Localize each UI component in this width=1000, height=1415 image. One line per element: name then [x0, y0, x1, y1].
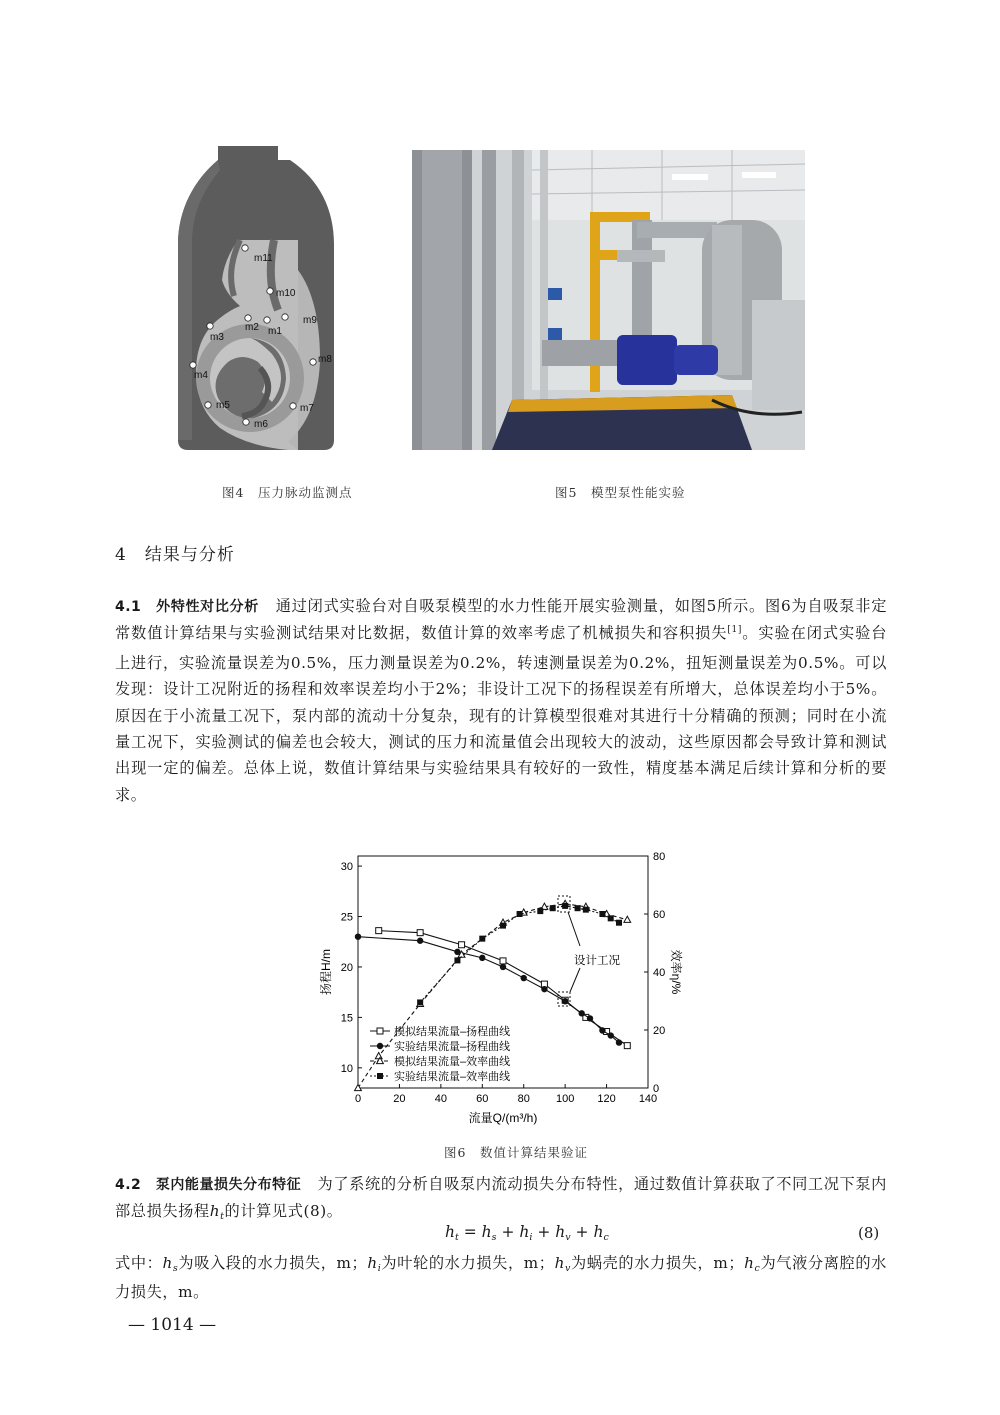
- chart-point: [355, 933, 361, 939]
- chart-point: [417, 999, 423, 1005]
- where-sub-i: i: [377, 1263, 382, 1274]
- where-hi-desc: 为叶轮的水力损失，m；: [381, 1254, 555, 1272]
- page-number: — 1014 —: [128, 1315, 217, 1335]
- chart-point: [562, 903, 568, 909]
- chart-point: [500, 958, 506, 964]
- citation-ref[interactable]: [1]: [727, 625, 742, 636]
- chart-point: [375, 1053, 382, 1059]
- equation-8: ht = hs + hi + hv + hc: [445, 1223, 609, 1243]
- fig4-label-m1: m1: [268, 326, 282, 337]
- fig5-lab-photo: [412, 150, 805, 450]
- chart-point: [599, 1027, 605, 1033]
- y-right-tick-label: 0: [653, 1083, 660, 1095]
- chart-point: [377, 1043, 383, 1049]
- chart-point: [377, 1028, 383, 1034]
- y-left-tick-label: 10: [340, 1062, 353, 1075]
- chart-point: [500, 923, 506, 929]
- fig5-caption: 图5 模型泵性能实验: [555, 485, 686, 500]
- chart-point: [459, 942, 465, 948]
- chart-point: [608, 915, 614, 921]
- section-4-1-paragraph: [115, 593, 887, 808]
- fig6-caption: 图6 数值计算结果验证: [444, 1145, 588, 1160]
- fig4-pump-diagram: [170, 140, 340, 460]
- fig4-label-m7: m7: [300, 403, 314, 414]
- y-right-tick-label: 60: [653, 909, 666, 921]
- fig4-label-m8: m8: [318, 354, 332, 365]
- x-axis-label: 流量Q/(m³/h): [468, 1111, 538, 1125]
- chart-point: [377, 1073, 383, 1079]
- chart-point: [479, 936, 485, 942]
- chart-point: [624, 916, 631, 922]
- fig4-label-m4: m4: [194, 370, 208, 381]
- chart-point: [479, 955, 485, 961]
- fig4-label-m10: m10: [276, 288, 296, 299]
- chart-plot-frame: [358, 856, 648, 1088]
- chart-point: [376, 928, 382, 934]
- eq-term-1: h: [481, 1223, 492, 1241]
- eq-term-2: h: [519, 1223, 530, 1241]
- legend-label-1: 模拟结果流量–扬程曲线: [394, 1026, 511, 1038]
- section-4-2-heading: 4.2 泵内能量损失分布特征: [115, 1177, 302, 1193]
- design-arrow-down: [570, 968, 580, 992]
- chart-point: [537, 908, 543, 914]
- fig4-label-m11: m11: [254, 253, 273, 264]
- x-tick-label: 60: [476, 1093, 489, 1105]
- x-tick-label: 40: [434, 1093, 447, 1105]
- chart-point: [575, 905, 581, 911]
- fig4-label-m6: m6: [254, 419, 268, 430]
- chart-point: [579, 1010, 585, 1016]
- equation-number: (8): [858, 1224, 880, 1242]
- where-intro: 式中：: [115, 1254, 163, 1272]
- chart-point: [608, 1032, 614, 1038]
- chart-point: [583, 907, 589, 913]
- chart-point: [599, 911, 605, 917]
- x-tick-label: 140: [638, 1093, 658, 1105]
- chart-point: [517, 911, 523, 917]
- y-left-axis-label: 扬程H/m: [319, 949, 333, 995]
- eq-lhs: h: [445, 1223, 455, 1241]
- where-hc-desc: 为气液分离腔的水力损失，m。: [115, 1254, 887, 1302]
- y-left-tick-label: 30: [340, 861, 353, 874]
- design-arrow-up: [568, 912, 580, 946]
- chart-point: [417, 930, 423, 936]
- section-4-title: 4 结果与分析: [115, 545, 235, 565]
- where-paragraph: [115, 1250, 887, 1306]
- chart-point: [624, 1043, 630, 1049]
- where-var-v: h: [554, 1254, 565, 1272]
- x-tick-label: 20: [393, 1093, 406, 1105]
- legend-label-2: 实验结果流量–扬程曲线: [394, 1041, 511, 1053]
- legend-label-3: 模拟结果流量–效率曲线: [394, 1056, 511, 1068]
- x-tick-label: 120: [597, 1093, 616, 1105]
- chart-point: [500, 964, 506, 970]
- eq-term-4-sub: c: [603, 1232, 609, 1243]
- section-4-2-text-b: 的计算见式(8)。: [224, 1202, 343, 1221]
- fig6-chart: [318, 846, 683, 1128]
- where-var-c: h: [744, 1254, 755, 1272]
- where-sub-c: c: [754, 1263, 761, 1274]
- eq-term-2-sub: i: [529, 1232, 533, 1243]
- x-tick-label: 100: [555, 1093, 575, 1105]
- chart-point: [550, 905, 556, 911]
- where-var-i: h: [367, 1254, 378, 1272]
- eq-lhs-sub: t: [454, 1232, 459, 1243]
- y-left-tick-label: 15: [340, 1012, 353, 1025]
- y-right-axis-label: 效率η/%: [669, 949, 683, 995]
- eq-term-3-sub: v: [565, 1232, 571, 1243]
- section-4-1-text-b: 。实验在闭式实验台上进行，实验流量误差为0.5%，压力测量误差为0.2%，转速测量误差为0.2%，扭矩测量误差为0.5%。可以发现：设计工况附近的扬程和效率误差均小于2%；非设计工况下的扬程误差有所增大，总体误差均小于5%。原因在于小流量工况下，泵内部的流动十分复杂，现有的计算模型很难对其进行十分精确的预测；同时在小流量工况下，实验测试的偏差也会较大，测试的压力和流量值会出现较大的波动，这些原因都会导致计算和测试出现一定的偏差。总体上说，数值计算结果与实验结果具有较好的一致性，精度基本满足后续计算和分析的要求。: [115, 624, 887, 804]
- chart-point: [521, 975, 527, 981]
- where-var-s: h: [162, 1254, 173, 1272]
- y-right-tick-label: 40: [653, 967, 666, 979]
- where-hs-desc: 为吸入段的水力损失，m；: [178, 1254, 368, 1272]
- fig4-label-m5: m5: [216, 400, 230, 411]
- section-4-2-text-a: 为了系统的分析自吸泵内流动损失分布特性，通过数值计算获取了不同工况下泵内部总损失扬程: [115, 1175, 887, 1221]
- section-4-1-text-a: 通过闭式实验台对自吸泵模型的水力性能开展实验测量，如图5所示。图6为自吸泵非定常数值计算结果与实验测试结果对比数据，数值计算的效率考虑了机械损失和容积损失: [115, 597, 887, 643]
- fig4-label-m2: m2: [245, 322, 259, 333]
- chart-point: [587, 1015, 593, 1021]
- y-left-tick-label: 25: [340, 911, 353, 924]
- where-hv-desc: 为蜗壳的水力损失，m；: [570, 1254, 745, 1272]
- eq-term-3: h: [555, 1223, 566, 1241]
- section-4-2-paragraph: [115, 1171, 887, 1228]
- x-tick-label: 0: [354, 1093, 362, 1105]
- var-sub-t: t: [220, 1211, 225, 1223]
- fig4-label-m9: m9: [303, 315, 317, 326]
- chart-point: [454, 957, 460, 963]
- y-right-tick-label: 80: [653, 851, 666, 863]
- fig4-label-m3: m3: [210, 332, 224, 343]
- chart-point: [616, 920, 622, 926]
- x-tick-label: 80: [517, 1093, 530, 1105]
- var-h: h: [209, 1202, 221, 1221]
- eq-term-4: h: [593, 1223, 604, 1241]
- eq-term-1-sub: s: [491, 1232, 497, 1243]
- chart-point: [562, 998, 568, 1004]
- y-left-tick-label: 20: [340, 961, 353, 974]
- legend-label-4: 实验结果流量–效率曲线: [394, 1071, 511, 1083]
- y-right-tick-label: 20: [653, 1025, 666, 1037]
- where-sub-v: v: [564, 1263, 571, 1274]
- design-point-annotation: 设计工况: [574, 955, 620, 967]
- fig4-caption: 图4 压力脉动监测点: [222, 485, 353, 500]
- chart-point: [541, 986, 547, 992]
- where-sub-s: s: [172, 1263, 179, 1274]
- chart-point: [417, 938, 423, 944]
- section-4-1-heading: 4.1 外特性对比分析: [115, 599, 259, 615]
- chart-point: [616, 1039, 622, 1045]
